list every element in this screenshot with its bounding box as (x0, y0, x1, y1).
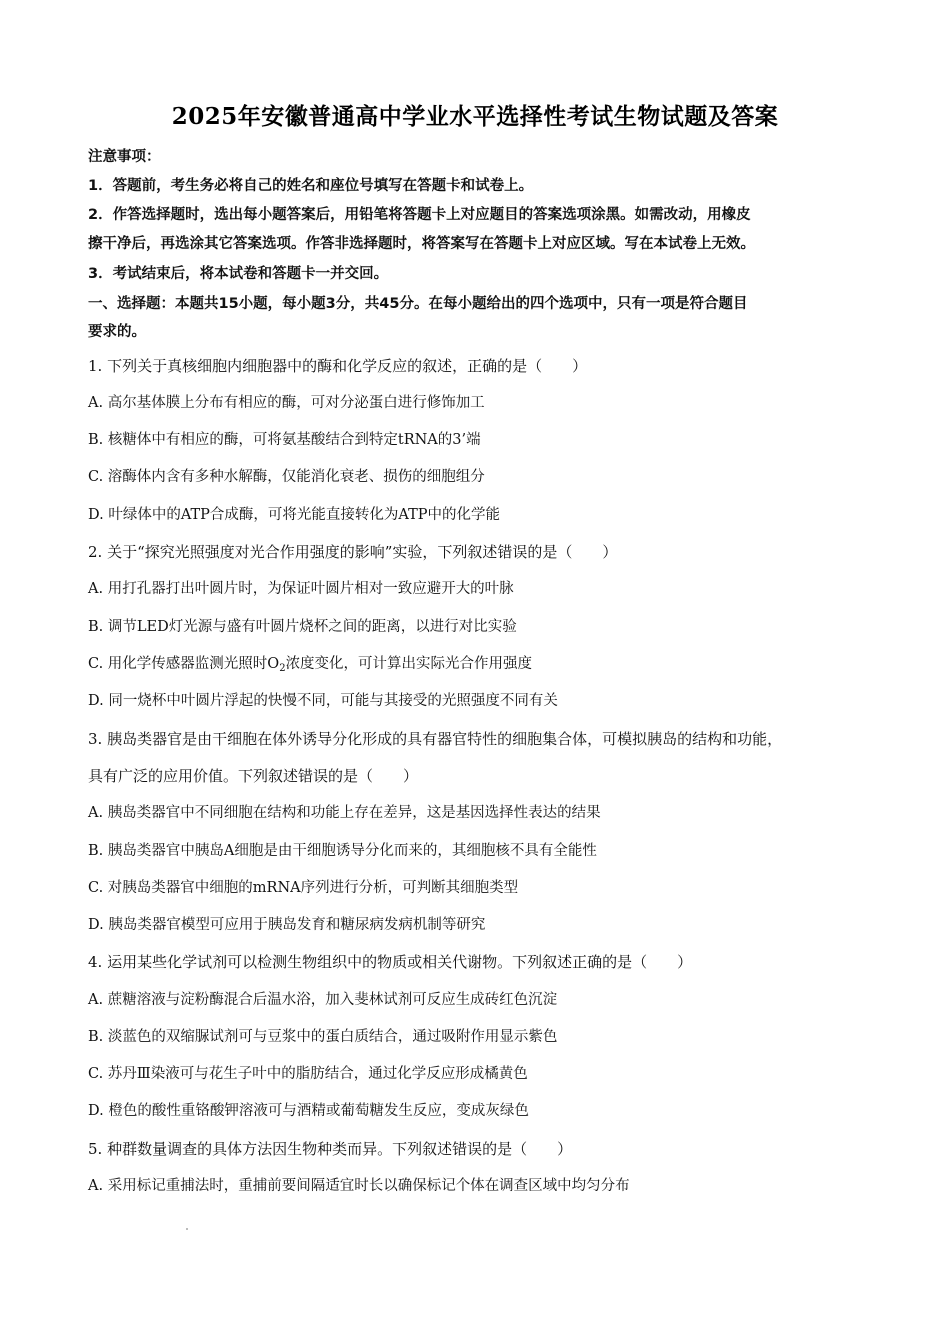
notice-item-2: 2．作答选择题时，选出每小题答案后，用铅笔将答题卡上对应题目的答案选项涂黑。如需改动，用橡皮 (88, 207, 751, 223)
question-3-option-a: A. 胰岛类器官中不同细胞在结构和功能上存在差异，这是基因选择性表达的结果 (88, 805, 601, 821)
question-4-option-b: B. 淡蓝色的双缩脲试剂可与豆浆中的蛋白质结合，通过吸附作用显示紫色 (88, 1029, 558, 1045)
notice-item-1: 1．答题前，考生务必将自己的姓名和座位号填写在答题卡和试卷上。 (88, 178, 534, 194)
notice-heading: 注意事项： (88, 149, 161, 165)
question-2-stem: 2. 关于“探究光照强度对光合作用强度的影响”实验，下列叙述错误的是（ ） (88, 543, 618, 561)
question-2-option-b: B. 调节LED灯光源与盛有叶圆片烧杯之间的距离，以进行对比实验 (88, 619, 517, 635)
question-1-option-b: B. 核糖体中有相应的酶，可将氨基酸结合到特定tRNA的3’端 (88, 432, 481, 448)
scan-speck (186, 1228, 188, 1230)
question-4-stem: 4. 运用某些化学试剂可以检测生物组织中的物质或相关代谢物。下列叙述正确的是（ ） (88, 953, 693, 971)
question-1-stem: 1. 下列关于真核细胞内细胞器中的酶和化学反应的叙述，正确的是（ ） (88, 357, 588, 375)
section-heading: 一、选择题：本题共15小题，每小题3分，共45分。在每小题给出的四个选项中，只有一项是符合题目 (88, 296, 748, 312)
section-heading-cont: 要求的。 (88, 324, 146, 340)
subscript-2: 2 (279, 663, 286, 674)
notice-item-3: 3．考试结束后，将本试卷和答题卡一并交回。 (88, 266, 389, 282)
question-2-option-c (88, 654, 868, 674)
notice-item-2-cont: 擦干净后，再选涂其它答案选项。作答非选择题时，将答案写在答题卡上对应区域。写在本试卷上无效。 (88, 236, 755, 252)
question-5-option-a: A. 采用标记重捕法时，重捕前要间隔适宜时长以确保标记个体在调查区域中均匀分布 (88, 1178, 630, 1194)
question-2-option-c-tail: 浓度变化，可计算出实际光合作用强度 (285, 656, 533, 672)
page-title: 2025年安徽普通高中学业水平选择性考试生物试题及答案 (171, 103, 779, 130)
question-3-option-c: C. 对胰岛类器官中细胞的mRNA序列进行分析，可判断其细胞类型 (88, 880, 519, 896)
question-3-stem: 3. 胰岛类器官是由干细胞在体外诱导分化形成的具有器官特性的细胞集合体，可模拟胰岛的结构和功能， (88, 730, 783, 748)
question-5-stem: 5. 种群数量调查的具体方法因生物种类而异。下列叙述错误的是（ ） (88, 1140, 573, 1158)
question-4-option-c: C. 苏丹Ⅲ染液可与花生子叶中的脂肪结合，通过化学反应形成橘黄色 (88, 1066, 528, 1082)
question-2-option-a: A. 用打孔器打出叶圆片时，为保证叶圆片相对一致应避开大的叶脉 (88, 581, 514, 597)
question-3-option-b: B. 胰岛类器官中胰岛A细胞是由干细胞诱导分化而来的，其细胞核不具有全能性 (88, 843, 597, 859)
question-1-option-c: C. 溶酶体内含有多种水解酶，仅能消化衰老、损伤的细胞组分 (88, 469, 485, 485)
question-2-option-c-text: C. 用化学传感器监测光照时O (88, 656, 280, 672)
question-1-option-d: D. 叶绿体中的ATP合成酶，可将光能直接转化为ATP中的化学能 (88, 507, 501, 523)
question-4-option-a: A. 蔗糖溶液与淀粉酶混合后温水浴，加入斐林试剂可反应生成砖红色沉淀 (88, 992, 558, 1008)
question-3-stem-cont: 具有广泛的应用价值。下列叙述错误的是（ ） (88, 767, 419, 785)
question-1-option-a: A. 高尔基体膜上分布有相应的酶，可对分泌蛋白进行修饰加工 (88, 395, 485, 411)
question-2-option-d: D. 同一烧杯中叶圆片浮起的快慢不同，可能与其接受的光照强度不同有关 (88, 693, 558, 709)
question-3-option-d: D. 胰岛类器官模型可应用于胰岛发育和糖尿病发病机制等研究 (88, 917, 486, 933)
question-4-option-d: D. 橙色的酸性重铬酸钾溶液可与酒精或葡萄糖发生反应，变成灰绿色 (88, 1103, 529, 1119)
